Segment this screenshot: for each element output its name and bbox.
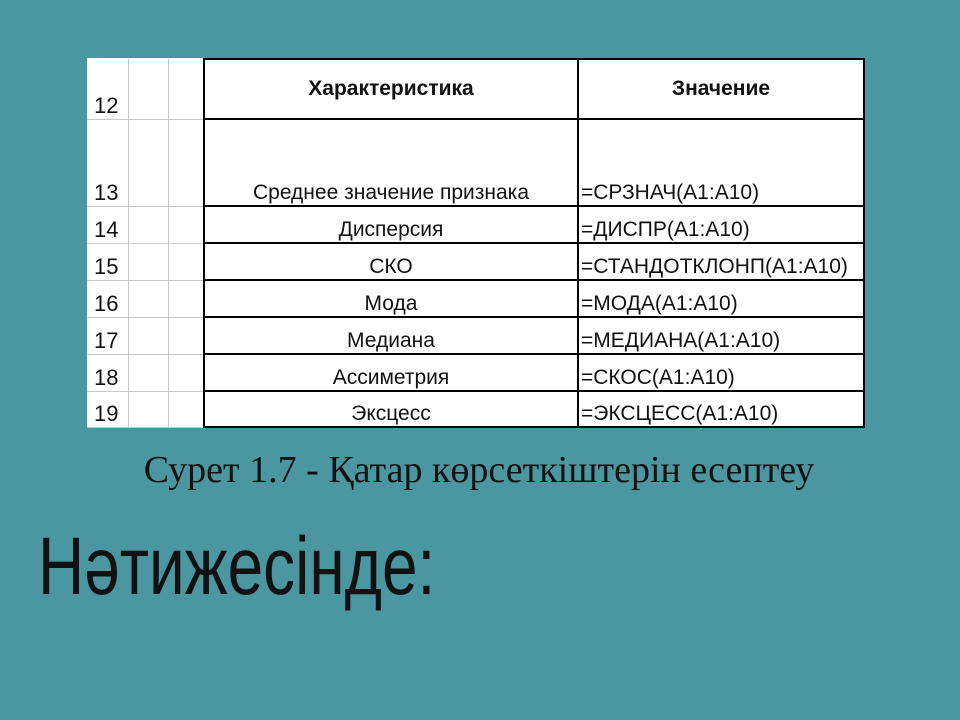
empty-cell: [128, 206, 168, 243]
spreadsheet-screenshot: [87, 58, 864, 428]
empty-cell: [128, 317, 168, 354]
empty-cell: [168, 317, 204, 354]
formula-table: [87, 58, 865, 428]
table-header-row: [87, 59, 864, 119]
characteristic-cell: Среднее значение признака: [204, 119, 578, 206]
table-row: [87, 280, 864, 317]
table-row: [87, 243, 864, 280]
empty-cell: [168, 280, 204, 317]
row-number: 14: [87, 206, 128, 243]
empty-cell: [128, 119, 168, 206]
result-heading: Нәтижесінде:: [38, 521, 436, 612]
empty-cell: [168, 243, 204, 280]
empty-cell: [128, 354, 168, 391]
empty-cell: [168, 354, 204, 391]
empty-cell: [168, 206, 204, 243]
header-value: Значение: [578, 59, 864, 119]
empty-cell: [168, 391, 204, 427]
row-number: 15: [87, 243, 128, 280]
table-row: [87, 206, 864, 243]
table-row: [87, 119, 864, 206]
value-cell: =ДИСПР(А1:А10): [578, 206, 864, 243]
empty-cell: [128, 59, 168, 119]
value-cell: =МЕДИАНА(А1:А10): [578, 317, 864, 354]
characteristic-cell: Медиана: [204, 317, 578, 354]
characteristic-cell: Мода: [204, 280, 578, 317]
header-characteristic: Характеристика: [204, 59, 578, 119]
value-cell: =СКОС(А1:А10): [578, 354, 864, 391]
characteristic-cell: Эксцесс: [204, 391, 578, 427]
empty-cell: [168, 119, 204, 206]
characteristic-cell: СКО: [204, 243, 578, 280]
row-number: 16: [87, 280, 128, 317]
empty-cell: [128, 391, 168, 427]
table-row: [87, 391, 864, 427]
value-cell: =МОДА(А1:А10): [578, 280, 864, 317]
row-number: 12: [87, 59, 128, 119]
row-number: 19: [87, 391, 128, 427]
empty-cell: [128, 243, 168, 280]
characteristic-cell: Дисперсия: [204, 206, 578, 243]
value-cell: =ЭКСЦЕСС(А1:А10): [578, 391, 864, 427]
row-number: 13: [87, 119, 128, 206]
empty-cell: [128, 280, 168, 317]
table-row: [87, 354, 864, 391]
table-row: [87, 317, 864, 354]
row-number: 17: [87, 317, 128, 354]
figure-caption: Сурет 1.7 - Қатар көрсеткіштерін есептеу: [143, 449, 815, 491]
empty-cell: [168, 59, 204, 119]
characteristic-cell: Ассиметрия: [204, 354, 578, 391]
row-number: 18: [87, 354, 128, 391]
value-cell: =СТАНДОТКЛОНП(А1:А10): [578, 243, 864, 280]
value-cell: =СРЗНАЧ(А1:А10): [578, 119, 864, 206]
